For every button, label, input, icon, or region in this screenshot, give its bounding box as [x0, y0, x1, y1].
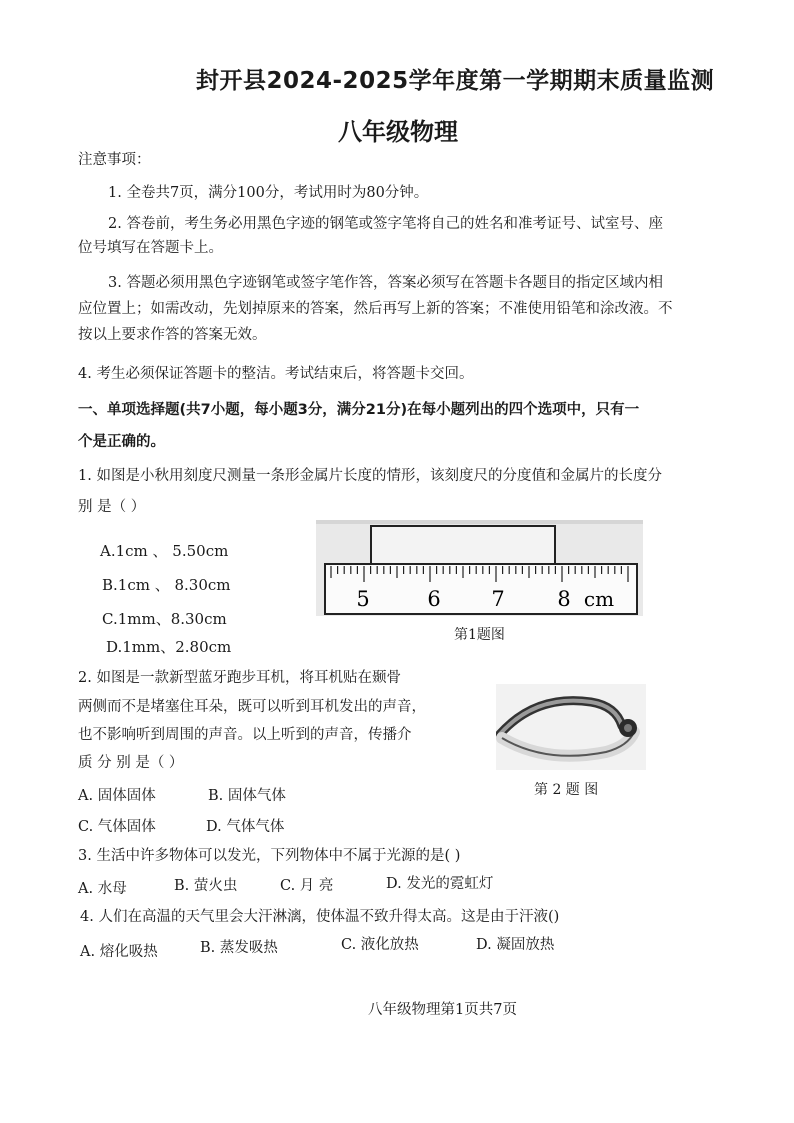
q2-stem-line-3: 也不影响听到周围的声音。以上听到的声音，传播介 — [78, 727, 412, 743]
q2-option-a: A. 固体固体 — [78, 788, 156, 804]
q4-option-d: D. 凝固放热 — [476, 937, 555, 953]
q2-stem-line-2: 两侧而不是堵塞住耳朵，既可以听到耳机发出的声音， — [78, 699, 426, 715]
q4-option-b: B. 蒸发吸热 — [200, 940, 278, 956]
exam-subject: 八年级物理 — [338, 118, 458, 146]
q1-figure-caption: 第1题图 — [454, 627, 505, 643]
notice-item-3-line-3: 按以上要求作答的答案无效。 — [78, 327, 267, 343]
notice-item-3-line-1: 3. 答题必须用黑色字迹钢笔或签字笔作答，答案必须写在答题卡各题目的指定区域内相 — [108, 275, 663, 291]
notice-item-1: 1. 全卷共7页，满分100分，考试用时为80分钟。 — [108, 185, 429, 201]
ruler-number-6: 6 — [427, 587, 441, 611]
q3-option-b: B. 萤火虫 — [174, 878, 238, 894]
exam-title: 封开县2024-2025学年度第一学期期末质量监测 — [196, 68, 715, 94]
q2-stem-line-1: 2. 如图是一款新型蓝牙跑步耳机，将耳机贴在颞骨 — [78, 670, 401, 686]
ruler-image — [316, 520, 643, 616]
section-1-heading-line-1: 一、单项选择题(共7小题，每小题3分，满分21分)在每小题列出的四个选项中，只有一 — [78, 402, 640, 418]
q1-stem-line-1: 1. 如图是小秋用刻度尺测量一条形金属片长度的情形，该刻度尺的分度值和金属片的长度分 — [78, 468, 662, 484]
ruler-number-8: 8 — [557, 587, 571, 611]
page-footer: 八年级物理第1页共7页 — [368, 1002, 517, 1018]
q3-option-c: C. 月 亮 — [280, 878, 334, 894]
section-1-heading-line-2: 个是正确的。 — [78, 434, 165, 450]
ruler-number-7: 7 — [491, 587, 505, 611]
q4-option-a: A. 熔化吸热 — [80, 944, 158, 960]
q2-option-b: B. 固体气体 — [208, 788, 286, 804]
q1-option-a: A.1cm 、 5.50cm — [100, 542, 229, 560]
q1-stem-line-2: 别 是（ ） — [78, 499, 146, 515]
q3-option-a: A. 水母 — [78, 881, 127, 897]
notice-item-3-line-2: 应位置上；如需改动，先划掉原来的答案，然后再写上新的答案；不准使用铅笔和涂改液。不 — [78, 301, 673, 317]
q1-option-c: C.1mm、8.30cm — [102, 610, 227, 628]
q1-figure — [316, 520, 643, 616]
q3-stem: 3. 生活中许多物体可以发光，下列物体中不属于光源的是( ) — [78, 848, 461, 864]
headphone-image — [496, 684, 646, 770]
q2-option-d: D. 气体气体 — [206, 819, 285, 835]
q2-figure-caption: 第 2 题 图 — [534, 782, 599, 798]
q3-option-d: D. 发光的霓虹灯 — [386, 876, 494, 892]
q4-stem: 4. 人们在高温的天气里会大汗淋漓，使体温不致升得太高。这是由于汗液() — [80, 909, 560, 925]
q2-option-c: C. 气体固体 — [78, 819, 156, 835]
notice-item-4: 4. 考生必须保证答题卡的整洁。考试结束后，将答题卡交回。 — [78, 366, 474, 382]
notice-item-2-line-2: 位号填写在答题卡上。 — [78, 240, 223, 256]
notice-heading: 注意事项： — [78, 152, 151, 168]
q1-option-d: D.1mm、2.80cm — [106, 638, 232, 656]
ruler-unit: cm — [583, 587, 615, 611]
q4-option-c: C. 液化放热 — [341, 937, 419, 953]
ruler-number-5: 5 — [356, 587, 370, 611]
q1-option-b: B.1cm 、 8.30cm — [102, 576, 231, 594]
notice-item-2-line-1: 2. 答卷前，考生务必用黑色字迹的钢笔或签字笔将自己的姓名和准考证号、试室号、座 — [108, 216, 663, 232]
q2-stem-line-4: 质 分 别 是（ ） — [78, 755, 184, 771]
q2-figure — [496, 684, 646, 770]
